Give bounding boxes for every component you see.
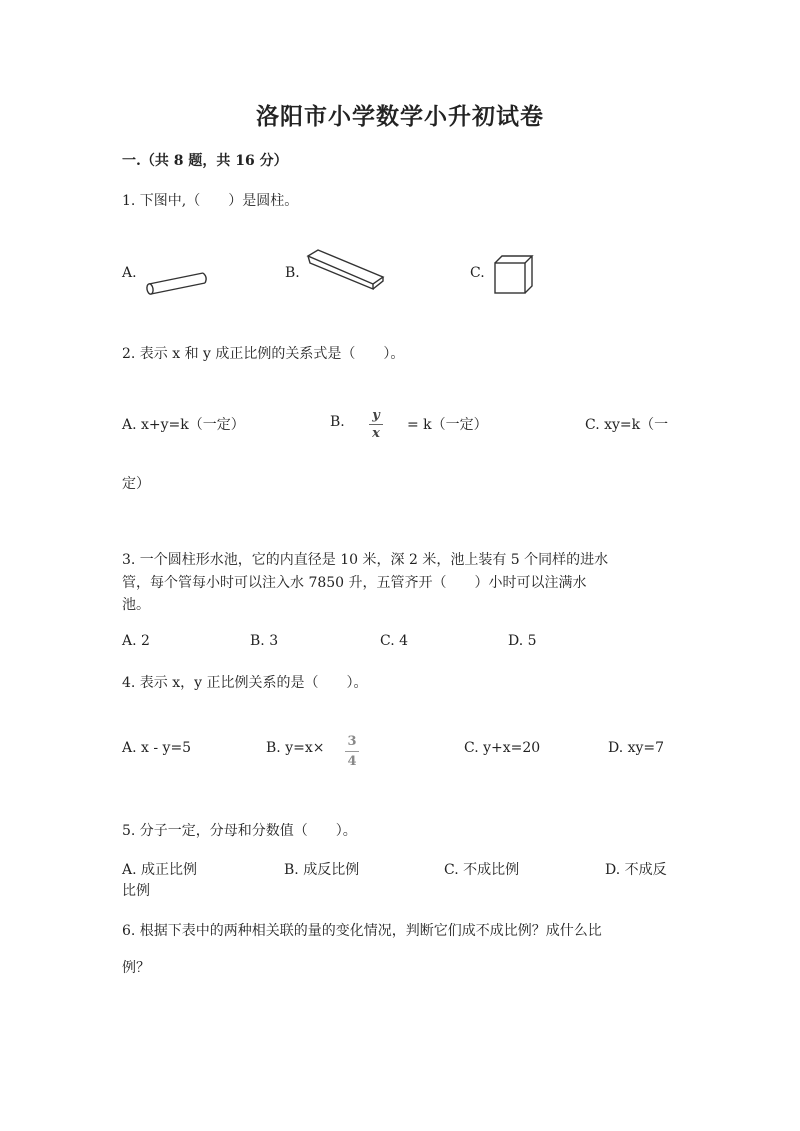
prism-figure	[305, 250, 385, 290]
question-6-line-2: 例？	[122, 960, 150, 976]
q1-option-a-label: A.	[122, 265, 137, 281]
question-3-line-1: 3. 一个圆柱形水池，它的内直径是 10 米，深 2 米，池上装有 5 个同样的进水	[122, 552, 609, 568]
q5-option-d: D. 不成反	[605, 862, 667, 878]
q4-fraction-denominator: 4	[347, 754, 357, 769]
q5-option-b: B. 成反比例	[284, 862, 360, 878]
question-3-line-3: 池。	[122, 597, 150, 613]
q2-option-c-wrap: 定）	[122, 476, 150, 492]
q1-option-c-label: C.	[470, 265, 485, 281]
q4-fraction-three-quarters	[345, 735, 359, 768]
cube-figure	[493, 255, 533, 295]
q3-option-a: A. 2	[122, 633, 150, 649]
q1-option-b-label: B.	[285, 265, 300, 281]
fraction-bar	[369, 424, 383, 425]
q2-fraction-numerator: y	[372, 408, 380, 423]
q4-option-a: A. x - y=5	[122, 740, 192, 756]
q4-option-d: D. xy=7	[608, 740, 665, 756]
page-title: 洛阳市小学数学小升初试卷	[256, 103, 544, 130]
q4-fraction-numerator: 3	[347, 734, 357, 749]
q3-option-d: D. 5	[508, 633, 537, 649]
q5-option-d-wrap: 比例	[122, 883, 150, 899]
q5-option-a: A. 成正比例	[122, 862, 198, 878]
question-5-stem: 5. 分子一定，分母和分数值（ ）。	[122, 823, 357, 839]
q2-fraction-denominator: x	[372, 426, 380, 441]
question-4-stem: 4. 表示 x，y 正比例关系的是（ ）。	[122, 675, 368, 691]
question-3-line-2: 管，每个管每小时可以注入水 7850 升，五管齐开（ ）小时可以注满水	[122, 575, 587, 591]
q3-option-b: B. 3	[250, 633, 279, 649]
question-6-line-1: 6. 根据下表中的两种相关联的量的变化情况，判断它们成不成比例？成什么比	[122, 923, 602, 939]
q4-option-c: C. y+x=20	[464, 740, 541, 756]
cylinder-figure	[145, 272, 210, 298]
fraction-bar	[345, 751, 359, 752]
q2-fraction-y-over-x	[369, 409, 383, 440]
q4-option-b-text: B. y=x×	[266, 740, 325, 756]
q2-option-c: C. xy=k（一	[585, 417, 669, 433]
q3-option-c: C. 4	[380, 633, 409, 649]
section-heading: 一.（共 8 题，共 16 分）	[122, 153, 288, 169]
q2-option-a: A. x+y=k（一定）	[122, 417, 245, 433]
q2-option-b-text: = k（一定）	[407, 417, 488, 433]
q5-option-c: C. 不成比例	[444, 862, 520, 878]
question-1-stem: 1. 下图中,（ ）是圆柱。	[122, 193, 299, 209]
q2-option-b-label: B.	[330, 414, 345, 430]
question-2-stem: 2. 表示 x 和 y 成正比例的关系式是（ ）。	[122, 346, 405, 362]
